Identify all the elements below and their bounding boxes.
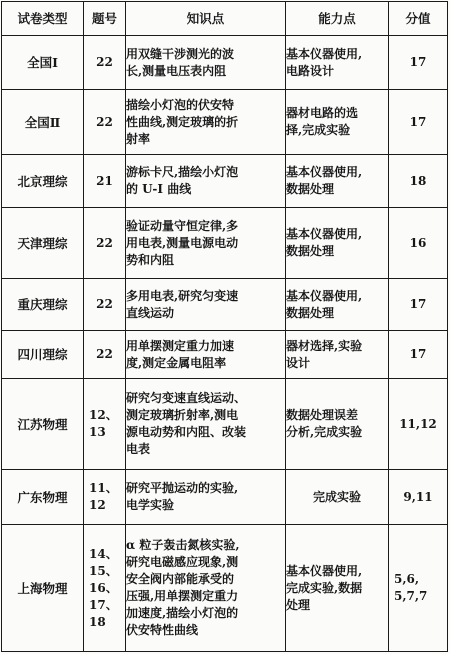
knowledge-text: 多用电表,研究匀变速 直线运动 xyxy=(126,288,239,320)
cell-knowledge xyxy=(126,331,286,379)
cell-type: 上海物理 xyxy=(2,525,84,652)
cell-score: 11,12 xyxy=(389,379,448,470)
cell-ability xyxy=(286,379,389,470)
cell-type: 广东物理 xyxy=(2,470,84,525)
ability-text: 基本仪器使用, 数据处理 xyxy=(286,165,363,196)
knowledge-text: 研究平抛运动的实验, 电学实验 xyxy=(126,481,239,512)
cell-score: 18 xyxy=(389,155,448,208)
knowledge-text: α 粒子轰击氮核实验, 研究电磁感应现象,测 安全阀内部能承受的 压强,用单摆测定重力 加速度,描绘小灯泡的 伏安特性曲线 xyxy=(126,538,240,637)
cell-type: 四川理综 xyxy=(2,331,84,379)
cell-ability xyxy=(286,470,389,525)
table-row xyxy=(2,525,448,652)
cell-knowledge xyxy=(126,36,286,90)
knowledge-text: 用双缝干涉测光的波 长,测量电压表内阻 xyxy=(126,46,235,78)
header-row xyxy=(2,2,448,36)
table-row xyxy=(2,279,448,331)
cell-number: 22 xyxy=(84,36,126,90)
table-row xyxy=(2,470,448,525)
ability-text: 完成实验 xyxy=(312,489,361,504)
cell-ability xyxy=(286,208,389,279)
ability-text: 器材电路的选 择,完成实验 xyxy=(286,106,359,137)
header-type: 试卷类型 xyxy=(2,2,84,36)
cell-knowledge xyxy=(126,208,286,279)
knowledge-text: 描绘小灯泡的伏安特 性曲线,测定玻璃的折 射率 xyxy=(126,97,239,146)
cell-number: 22 xyxy=(84,331,126,379)
table-row xyxy=(2,331,448,379)
cell-knowledge xyxy=(126,90,286,155)
cell-ability xyxy=(286,279,389,331)
table-row xyxy=(2,36,448,90)
ability-text: 基本仪器使用, 数据处理 xyxy=(286,227,363,258)
cell-ability xyxy=(286,525,389,652)
cell-score: 17 xyxy=(389,90,448,155)
cell-knowledge xyxy=(126,279,286,331)
cell-number xyxy=(84,379,126,470)
cell-number: 22 xyxy=(84,90,126,155)
cell-ability xyxy=(286,331,389,379)
table-row xyxy=(2,90,448,155)
number-text: 12、 13 xyxy=(89,408,118,439)
cell-type: 全国Ⅱ xyxy=(2,90,84,155)
cell-knowledge xyxy=(126,470,286,525)
cell-score: 17 xyxy=(389,36,448,90)
cell-score: 17 xyxy=(389,279,448,331)
ability-text: 基本仪器使用, 数据处理 xyxy=(286,288,363,320)
cell-number: 22 xyxy=(84,279,126,331)
header-score: 分值 xyxy=(389,2,448,36)
cell-type: 北京理综 xyxy=(2,155,84,208)
cell-type: 天津理综 xyxy=(2,208,84,279)
ability-text: 数据处理误差 分析,完成实验 xyxy=(286,408,363,439)
cell-number: 21 xyxy=(84,155,126,208)
score-text: 5,6, 5,7,7 xyxy=(394,572,428,603)
cell-knowledge xyxy=(126,379,286,470)
cell-score: 17 xyxy=(389,331,448,379)
cell-score xyxy=(389,525,448,652)
header-ability: 能力点 xyxy=(286,2,389,36)
table-row xyxy=(2,208,448,279)
ability-text: 基本仪器使用, 完成实验,数据 处理 xyxy=(286,563,363,612)
cell-score: 9,11 xyxy=(389,470,448,525)
number-text: 14、 15、 16、 17、 18 xyxy=(89,546,118,629)
exam-table xyxy=(1,1,448,652)
table-row xyxy=(2,379,448,470)
ability-text: 器材选择,实验 设计 xyxy=(286,338,363,370)
knowledge-text: 用单摆测定重力加速 度,测定金属电阻率 xyxy=(126,338,235,370)
header-number: 题号 xyxy=(84,2,126,36)
cell-number xyxy=(84,470,126,525)
header-knowledge: 知识点 xyxy=(126,2,286,36)
ability-text: 基本仪器使用, 电路设计 xyxy=(286,46,363,78)
cell-type: 江苏物理 xyxy=(2,379,84,470)
cell-type: 全国Ⅰ xyxy=(2,36,84,90)
cell-type: 重庆理综 xyxy=(2,279,84,331)
cell-ability xyxy=(286,90,389,155)
knowledge-text: 验证动量守恒定律,多 用电表,测量电源电动 势和内阻 xyxy=(126,218,239,267)
cell-number xyxy=(84,525,126,652)
knowledge-text: 游标卡尺,描绘小灯泡 的 U-I 曲线 xyxy=(126,165,239,196)
cell-number: 22 xyxy=(84,208,126,279)
cell-ability xyxy=(286,155,389,208)
cell-ability xyxy=(286,36,389,90)
number-text: 11、 12 xyxy=(89,481,118,512)
cell-knowledge xyxy=(126,525,286,652)
knowledge-text: 研究匀变速直线运动、 测定玻璃折射率,测电 源电动势和内阻、改装 电表 xyxy=(126,391,247,456)
cell-score: 16 xyxy=(389,208,448,279)
table-row xyxy=(2,155,448,208)
cell-knowledge xyxy=(126,155,286,208)
